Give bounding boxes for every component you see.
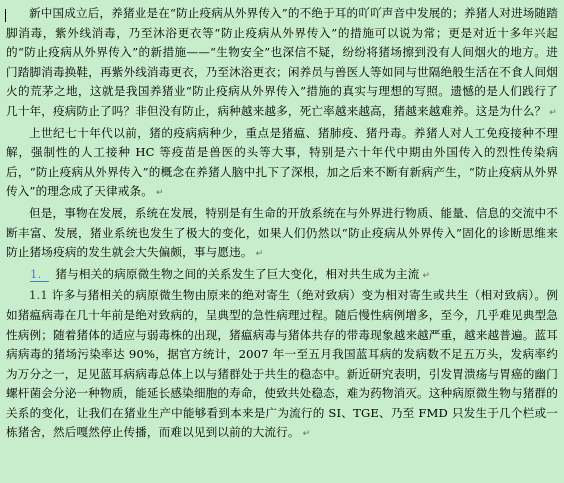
subsection-text: 许多与猪相关的病原微生物由原来的绝对寄生（绝对致病）变为相对寄生或共生（相对致病）。例如猪瘟病毒在几十年前是绝对致病的，呈典型的急性病理过程。随后慢性病例增多，至今，几乎难见典型急性病例；随着猪体的适应与弱毒株的出现，猪瘟病毒与猪体共存的带毒现象越来越严重，越来越普遍。蓝耳病病毒的猪场污染率达 90%，据官方统计，2007 年一至五月我国蓝耳病的发病数不足五万头，发病率约为万分之一，足见蓝耳病病毒总体上以与猪群处于共生的稳态中。新近研究表明，引发胃溃疡与胃癌的幽门螺杆菌会分泌一种物质，能延长感染细胞的寿命，使致共处稳态，难为药物消灭。这种病原微生物与猪群的关系的变化，让我们在猪业生产中能够看到本来是广为流行的 SI、TGE、乃至 FMD 只发生于几个栏或一栋猪舍，然后嘎然停止传播，而难以见到以前的大流行。 xyxy=(6,288,558,440)
paragraph-3 xyxy=(6,204,558,265)
section-heading xyxy=(6,265,558,287)
subsection-number: 1.1 xyxy=(29,288,48,303)
paragraph-mark-icon: ↵ xyxy=(549,107,557,118)
subsection-paragraph xyxy=(6,286,558,445)
paragraph-1-text: 新中国成立后，养猪业是在“防止疫病从外界传入”的不绝于耳的吖吖声音中发展的；养猪人对进场随踏脚消毒，紫外线消毒，乃至沐浴更衣等“防止疫病从外界传入”的措施可以说为常；更是对近十多年兴起的“防止疫病从外界传入”的新措施——“生物安全”也深信不疑，纷纷将猪场擦到没有人间烟火的地方。进门踏脚消毒换鞋，再紫外线消毒更衣，乃至沐浴更衣；闲养员与兽医人等如同与世隔绝般生活在不食人间烟火的荒茅之地，这就是我国养猪业“防止疫病从外界传入”措施的真实与理想的写照。遗憾的是人们践行了几十年，疫病防止了吗？非但没有防止，病种越来越多，死亡率越来越高，猪越来越难养。这是为什么？ xyxy=(6,6,558,118)
paragraph-3-text: 但是，事物在发展，系统在发展，特别是有生命的开放系统在与外界进行物质、能量、信息的交流中不断丰富、发展，猪业系统也发生了极大的变化，如果人们仍然以“防止疫病从外界传入”固化的诊断思维来防止猪场疫病的发生就会大失偏颇，事与愿违。 xyxy=(6,205,558,260)
paragraph-1 xyxy=(6,4,558,124)
paragraph-mark-icon: ↵ xyxy=(156,188,164,199)
text-cursor xyxy=(5,9,6,22)
paragraph-2 xyxy=(6,124,558,204)
heading-number: 1. xyxy=(30,268,49,282)
paragraph-mark-icon: ↵ xyxy=(422,270,431,281)
paragraph-2-text: 上世纪七十年代以前，猪的疫病病种少，重点是猪瘟、猪肺疫、猪丹毒。养猪人对人工免疫接种不理解，强制性的人工接种 HC 等疫苗是兽医的头等大事，特别是六十年代中期由外国传入的烈性传染病后，“防止疫病从外界传入”的概念在养猪人脑中扎下了深根，加之后来不断有新病产生，“防止疫病从外界传入”的理念成了天律戒条。 xyxy=(6,125,558,199)
paragraph-mark-icon: ↵ xyxy=(255,249,264,260)
paragraph-mark-icon: ↵ xyxy=(302,429,311,440)
heading-text: 猪与相关的病原微生物之间的关系发生了巨大变化，相对共生成为主流 xyxy=(55,266,420,281)
